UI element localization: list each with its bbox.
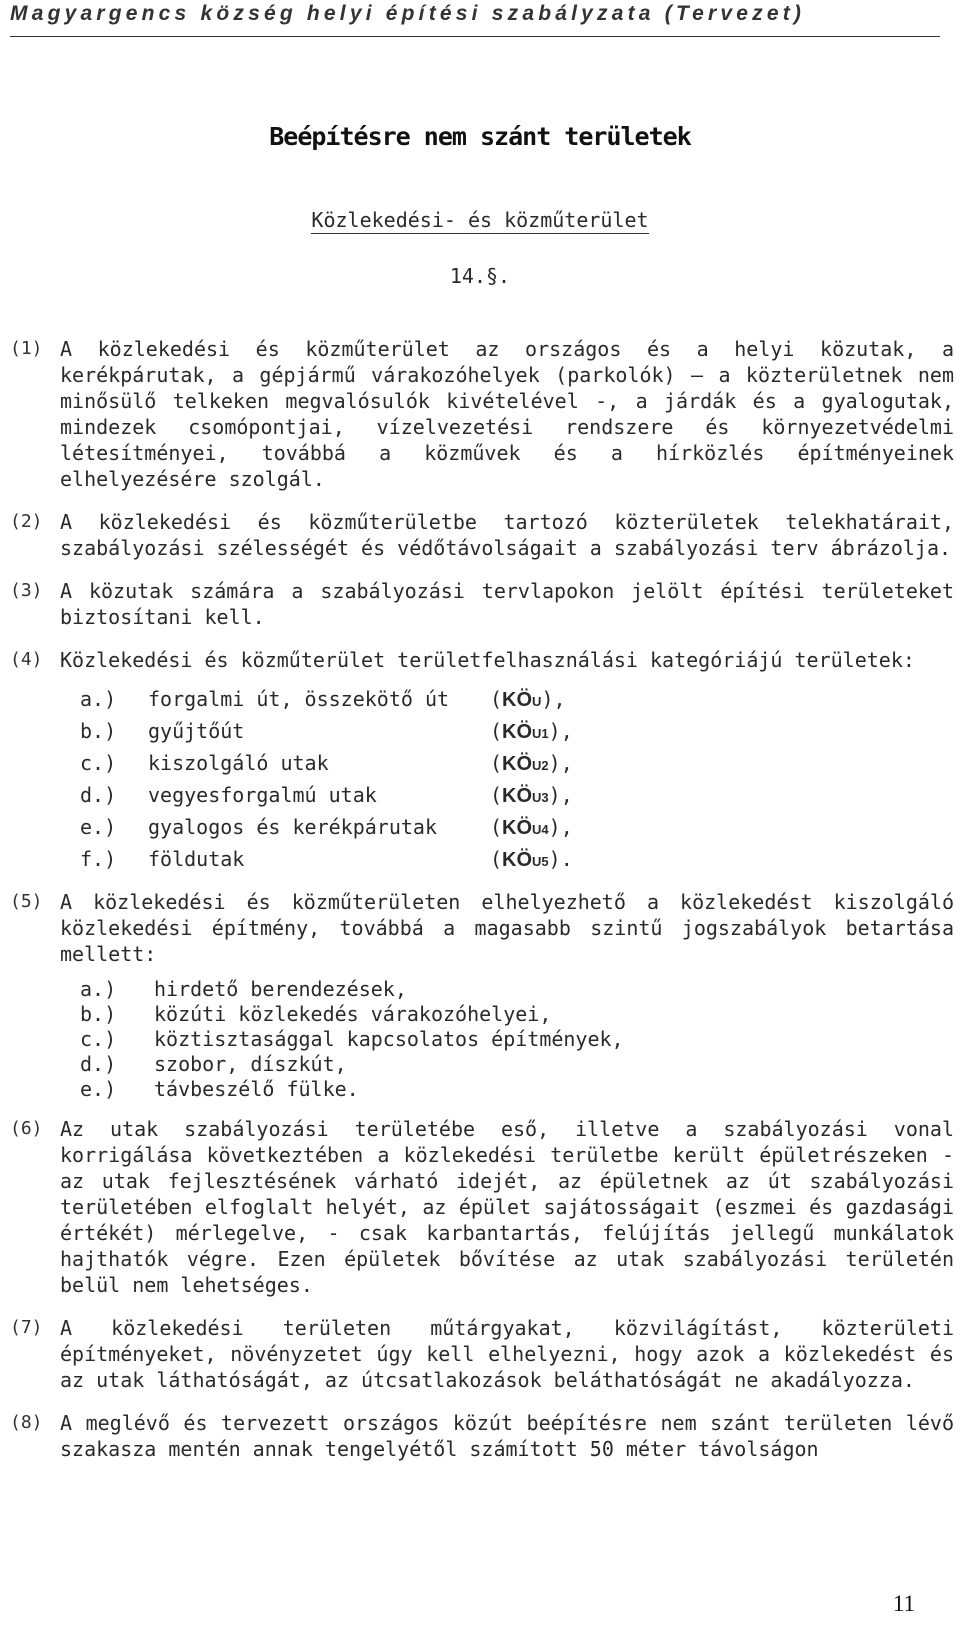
section-number: (1) bbox=[10, 338, 43, 359]
list-item bbox=[80, 1077, 958, 1102]
section-text: Az utak szabályozási területébe eső, illetve a szabályozási vonal korrigálása következtében a közlekedési területbe került épületrészeken - az utak fejlesztésének várható idejét, az épületnek az út szabályozási területében elfoglalt helyét, az épület sajátosságait (eszmei és gazdasági értékét) mérlegelve, - csak karbantartás, felújítás jellegű munkálatok hajthatók végre. Ezen épületek bővítése az utak szabályozási területén belül nem lehetséges. bbox=[60, 1117, 954, 1297]
list-item bbox=[80, 1002, 958, 1027]
page-number: 11 bbox=[892, 1591, 915, 1616]
section-5 bbox=[10, 889, 958, 967]
section-text: A közlekedési és közműterület az országos és a helyi közutak, a kerékpárutak, a gépjármű várakozóhelyek (parkolók) – a közterületnek nem minősülő telkeken megvalósulók kivételével -, a járdák és a gyalogutak, mindezek csomópontjai, vízelvezetési rendszere és környezetvédelmi létesítményei, továbbá a közművek és a hírközlés építményeinek elhelyezésére szolgál. bbox=[60, 337, 954, 491]
section-number: (6) bbox=[10, 1118, 43, 1139]
item-text: köztisztasággal kapcsolatos építmények, bbox=[154, 1027, 624, 1051]
section-number: (8) bbox=[10, 1412, 43, 1433]
item-label: b.) bbox=[80, 1002, 117, 1026]
item-text: közúti közlekedés várakozóhelyei, bbox=[154, 1002, 552, 1026]
item-label: a.) bbox=[80, 977, 117, 1001]
item-text: földutak bbox=[148, 847, 245, 871]
item-label: e.) bbox=[80, 1077, 117, 1101]
section-number: (2) bbox=[10, 511, 43, 532]
list-item bbox=[80, 779, 958, 811]
allowed-list bbox=[80, 977, 958, 1102]
item-code: (KÖU2), bbox=[490, 751, 573, 775]
item-label: a.) bbox=[80, 687, 117, 711]
subsection-title bbox=[0, 208, 960, 232]
item-code: (KÖU4), bbox=[490, 815, 573, 839]
section-2 bbox=[10, 509, 958, 561]
section-6 bbox=[10, 1116, 958, 1298]
item-code: (KÖU1), bbox=[490, 719, 573, 743]
item-label: c.) bbox=[80, 751, 117, 775]
list-item bbox=[80, 683, 958, 715]
item-text: kiszolgáló utak bbox=[148, 751, 329, 775]
section-number: (4) bbox=[10, 649, 43, 670]
section-text: A közlekedési területen műtárgyakat, közvilágítást, közterületi építményeket, növényzetet úgy kell elhelyezni, hogy azok a közlekedést és az utak láthatóságát, az útcsatlakozások beláthatóságát ne akadályozza. bbox=[60, 1316, 954, 1392]
item-code: (KÖU), bbox=[490, 687, 566, 711]
section-3 bbox=[10, 578, 958, 630]
item-code: (KÖU5). bbox=[490, 847, 573, 871]
section-text: A közlekedési és közműterületen elhelyezhető a közlekedést kiszolgáló közlekedési építmény, továbbá a magasabb szintű jogszabályok betartása mellett: bbox=[60, 890, 954, 966]
section-number: (5) bbox=[10, 891, 43, 912]
section-title: Beépítésre nem szánt területek bbox=[269, 122, 691, 151]
section-text: A közlekedési és közműterületbe tartozó közterületek telekhatárait, szabályozási szélességét és védőtávolságait a szabályozási terv ábrázolja. bbox=[60, 510, 954, 560]
section-7 bbox=[10, 1315, 958, 1393]
item-text: szobor, díszkút, bbox=[154, 1052, 347, 1076]
item-text: hirdető berendezések, bbox=[154, 977, 407, 1001]
section-1 bbox=[10, 336, 958, 492]
running-header bbox=[10, 0, 940, 37]
item-label: c.) bbox=[80, 1027, 117, 1051]
list-item bbox=[80, 811, 958, 843]
main-content bbox=[10, 336, 958, 1462]
item-text: vegyesforgalmú utak bbox=[148, 783, 377, 807]
item-label: d.) bbox=[80, 1052, 117, 1076]
list-item bbox=[80, 715, 958, 747]
section-text: A meglévő és tervezett országos közút beépítésre nem szánt területen lévő szakasza mentén annak tengelyétől számított 50 méter távolságon bbox=[60, 1411, 954, 1461]
section-number: (3) bbox=[10, 580, 43, 601]
item-text: gyűjtőút bbox=[148, 719, 245, 743]
list-item bbox=[80, 747, 958, 779]
list-item bbox=[80, 843, 958, 875]
item-label: e.) bbox=[80, 815, 117, 839]
list-item bbox=[80, 1052, 958, 1077]
section-text: A közutak számára a szabályozási tervlapokon jelölt építési területeket biztosítani kell. bbox=[60, 579, 954, 629]
item-text: forgalmi út, összekötő út bbox=[148, 687, 450, 711]
item-code: (KÖU3), bbox=[490, 783, 573, 807]
item-label: f.) bbox=[80, 847, 117, 871]
paragraph-number: 14.§. bbox=[449, 264, 511, 288]
list-item bbox=[80, 977, 958, 1002]
section-8 bbox=[10, 1410, 958, 1462]
item-label: b.) bbox=[80, 719, 117, 743]
subtitle-text: Közlekedési- és közműterület bbox=[311, 208, 649, 232]
item-text: gyalogos és kerékpárutak bbox=[148, 815, 437, 839]
list-item bbox=[80, 1027, 958, 1052]
item-text: távbeszélő fülke. bbox=[154, 1077, 359, 1101]
section-number: (7) bbox=[10, 1317, 43, 1338]
section-4 bbox=[10, 647, 958, 673]
item-label: d.) bbox=[80, 783, 117, 807]
header-title: Magyargencs község helyi építési szabályzata (Tervezet) bbox=[10, 2, 806, 25]
category-list bbox=[80, 683, 958, 875]
section-text: Közlekedési és közműterület területfelhasználási kategóriájú területek: bbox=[60, 648, 915, 672]
